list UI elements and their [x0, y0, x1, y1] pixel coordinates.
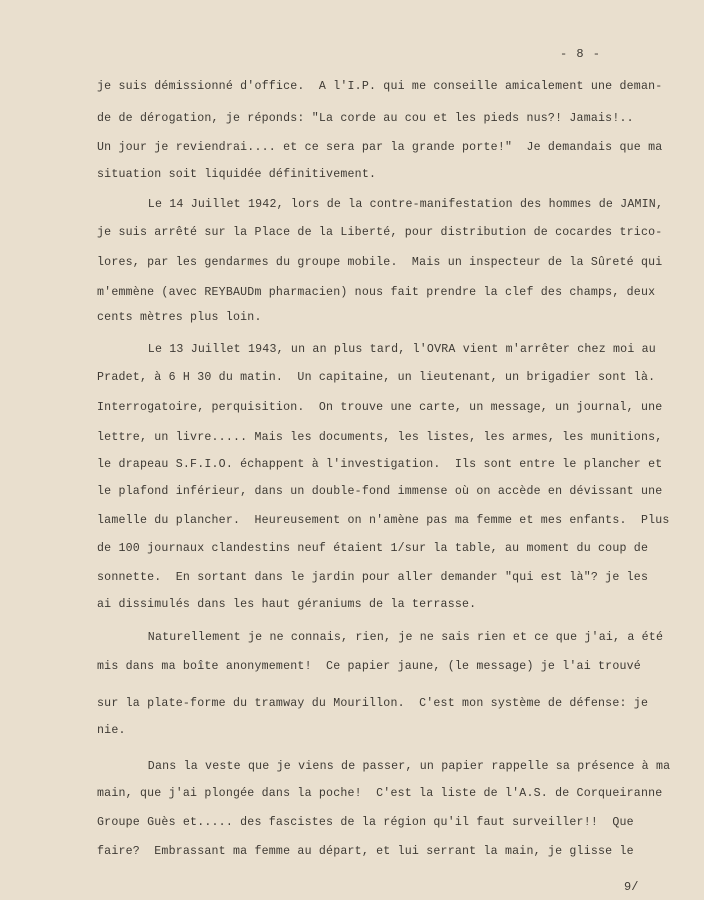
text-line: de 100 journaux clandestins neuf étaient 1/sur la table, au moment du coup de — [97, 542, 649, 555]
text-line: cents mètres plus loin. — [97, 311, 262, 324]
text-line: mis dans ma boîte anonymement! Ce papier jaune, (le message) je l'ai trouvé — [97, 660, 641, 673]
text-line: situation soit liquidée définitivement. — [97, 168, 377, 181]
text-line: lamelle du plancher. Heureusement on n'amène pas ma femme et mes enfants. Plus — [97, 514, 670, 527]
text-line: Un jour je reviendrai.... et ce sera par la grande porte!" Je demandais que ma — [97, 141, 663, 154]
text-line: m'emmène (avec REYBAUDm pharmacien) nous fait prendre la clef des champs, deux — [97, 286, 656, 299]
text-line: je suis arrêté sur la Place de la Liberté, pour distribution de cocardes trico- — [97, 226, 663, 239]
text-line: le plafond inférieur, dans un double-fond immense où on accède en dévissant une — [97, 485, 663, 498]
text-line: nie. — [97, 724, 126, 737]
text-line: Le 14 Juillet 1942, lors de la contre-manifestation des hommes de JAMIN, — [112, 198, 664, 211]
text-line: Le 13 Juillet 1943, un an plus tard, l'OVRA vient m'arrêter chez moi au — [112, 343, 656, 356]
next-page-marker: 9/ — [624, 880, 639, 894]
text-line: sonnette. En sortant dans le jardin pour aller demander "qui est là"? je les — [97, 571, 649, 584]
text-line: de de dérogation, je réponds: "La corde au cou et les pieds nus?! Jamais!.. — [97, 112, 634, 125]
text-line: lores, par les gendarmes du groupe mobile. Mais un inspecteur de la Sûreté qui — [97, 256, 663, 269]
text-line: ai dissimulés dans les haut géraniums de la terrasse. — [97, 598, 477, 611]
text-line: Interrogatoire, perquisition. On trouve une carte, un message, un journal, une — [97, 401, 663, 414]
text-line: sur la plate-forme du tramway du Mourillon. C'est mon système de défense: je — [97, 697, 649, 710]
text-line: Groupe Guès et..... des fascistes de la région qu'il faut surveiller!! Que — [97, 816, 634, 829]
text-line: Dans la veste que je viens de passer, un papier rappelle sa présence à ma — [112, 760, 671, 773]
page-number: - 8 - — [560, 47, 602, 61]
text-line: Naturellement je ne connais, rien, je ne sais rien et ce que j'ai, a été — [112, 631, 664, 644]
text-line: lettre, un livre..... Mais les documents, les listes, les armes, les munitions, — [97, 431, 663, 444]
text-line: le drapeau S.F.I.O. échappent à l'investigation. Ils sont entre le plancher et — [97, 458, 663, 471]
text-line: faire? Embrassant ma femme au départ, et lui serrant la main, je glisse le — [97, 845, 634, 858]
text-line: je suis démissionné d'office. A l'I.P. qui me conseille amicalement une deman- — [97, 80, 663, 93]
text-line: main, que j'ai plongée dans la poche! C'est la liste de l'A.S. de Corqueiranne — [97, 787, 663, 800]
text-line: Pradet, à 6 H 30 du matin. Un capitaine, un lieutenant, un brigadier sont là. — [97, 371, 656, 384]
